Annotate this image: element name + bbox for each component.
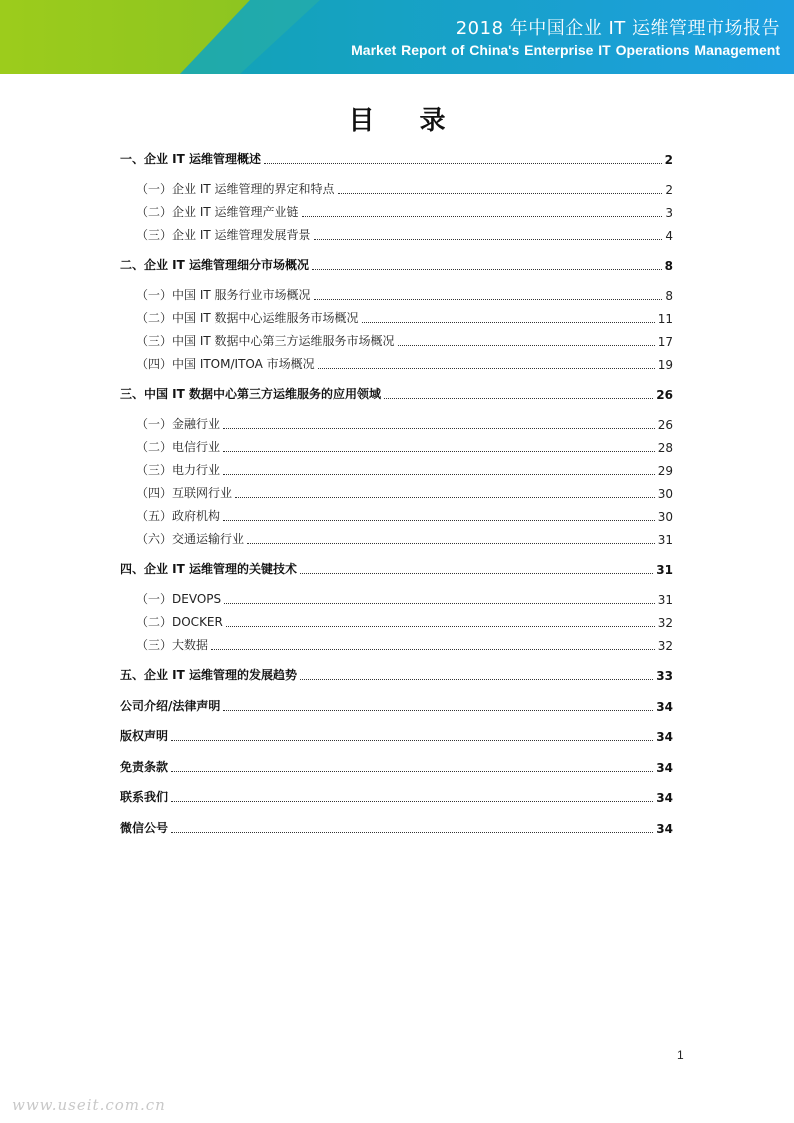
toc-entry-page: 34 bbox=[656, 791, 673, 805]
toc-entry[interactable] bbox=[136, 306, 673, 326]
report-title: 2018 年中国企业 IT 运维管理市场报告 bbox=[455, 18, 780, 39]
toc-entry[interactable] bbox=[136, 587, 673, 607]
toc-entry-label: （一）企业 IT 运维管理的界定和特点 bbox=[136, 182, 335, 196]
toc-entry-page: 26 bbox=[656, 388, 673, 402]
toc-leader-dots bbox=[171, 831, 653, 833]
page-number: 1 bbox=[677, 1048, 684, 1062]
header-band bbox=[0, 0, 794, 74]
toc-entry-page: 17 bbox=[657, 335, 673, 349]
toc-entry-page: 34 bbox=[656, 821, 673, 836]
toc-entry[interactable] bbox=[120, 147, 673, 167]
toc-entry-label: 免责条款 bbox=[120, 759, 169, 774]
toc-leader-dots bbox=[223, 473, 655, 475]
toc-entry-page: 31 bbox=[657, 533, 673, 547]
toc-leader-dots bbox=[171, 800, 653, 802]
toc-entry-page: 4 bbox=[665, 229, 673, 243]
toc-entry[interactable] bbox=[136, 504, 673, 524]
toc-entry-label: （三）企业 IT 运维管理发展背景 bbox=[136, 228, 311, 242]
toc-entry-page: 34 bbox=[656, 699, 673, 714]
toc-leader-dots bbox=[312, 268, 662, 270]
toc-entry-label: （二）中国 IT 数据中心运维服务市场概况 bbox=[136, 311, 359, 325]
toc-entry[interactable] bbox=[136, 223, 673, 243]
toc-entry-label: （二）DOCKER bbox=[136, 615, 223, 629]
toc-leader-dots bbox=[300, 572, 653, 574]
toc-entry[interactable] bbox=[136, 527, 673, 547]
toc-entry-label: （三）大数据 bbox=[136, 638, 209, 652]
toc-entry-page: 30 bbox=[657, 510, 673, 524]
toc-entry-page: 8 bbox=[664, 259, 673, 273]
toc-entry[interactable] bbox=[120, 755, 673, 775]
toc-entry[interactable] bbox=[120, 253, 673, 273]
report-subtitle: Market Report of China's Enterprise IT Operations Management bbox=[351, 42, 780, 58]
toc-entry[interactable] bbox=[136, 177, 673, 197]
toc-entry-label: （一）金融行业 bbox=[136, 417, 221, 431]
toc-entry-label: 公司介绍/法律声明 bbox=[120, 698, 221, 713]
toc-entry[interactable] bbox=[136, 200, 673, 220]
toc-entry-page: 3 bbox=[665, 206, 673, 220]
toc-leader-dots bbox=[223, 519, 655, 521]
toc-entry-label: （六）交通运输行业 bbox=[136, 532, 245, 546]
toc-heading: 目 录 bbox=[348, 106, 464, 136]
toc-entry-label: （三）电力行业 bbox=[136, 463, 221, 477]
toc-entry-label: 三、中国 IT 数据中心第三方运维服务的应用领域 bbox=[120, 387, 382, 401]
toc-leader-dots bbox=[226, 625, 655, 627]
toc-entry-page: 11 bbox=[657, 312, 673, 326]
toc-leader-dots bbox=[362, 321, 655, 323]
toc-leader-dots bbox=[338, 192, 663, 194]
toc-entry-label: 五、企业 IT 运维管理的发展趋势 bbox=[120, 668, 298, 682]
toc-entry-label: 版权声明 bbox=[120, 729, 169, 743]
toc-leader-dots bbox=[223, 450, 655, 452]
toc-entry-label: （一）中国 IT 服务行业市场概况 bbox=[136, 288, 311, 302]
toc-entry[interactable] bbox=[120, 694, 673, 714]
toc-entry[interactable] bbox=[136, 283, 673, 303]
toc-leader-dots bbox=[398, 344, 655, 346]
toc-leader-dots bbox=[224, 602, 655, 604]
toc-leader-dots bbox=[314, 298, 663, 300]
toc-entry[interactable] bbox=[120, 816, 673, 836]
toc-entry-label: 四、企业 IT 运维管理的关键技术 bbox=[120, 562, 298, 576]
toc-leader-dots bbox=[223, 709, 653, 711]
toc-entry[interactable] bbox=[120, 663, 673, 683]
toc-entry-page: 32 bbox=[657, 639, 673, 653]
toc-entry[interactable] bbox=[120, 557, 673, 577]
toc-entry[interactable] bbox=[136, 481, 673, 501]
toc-entry-label: 联系我们 bbox=[120, 790, 169, 804]
toc-leader-dots bbox=[314, 238, 663, 240]
toc-entry[interactable] bbox=[136, 610, 673, 630]
toc-leader-dots bbox=[247, 542, 655, 544]
toc-entry[interactable] bbox=[120, 785, 673, 805]
toc-entry-page: 31 bbox=[657, 593, 673, 607]
toc-entry-label: （一）DEVOPS bbox=[136, 592, 222, 606]
toc-entry-page: 2 bbox=[665, 183, 673, 197]
toc-leader-dots bbox=[235, 496, 655, 498]
toc-leader-dots bbox=[171, 739, 653, 741]
toc-leader-dots bbox=[264, 162, 662, 164]
toc-entry[interactable] bbox=[136, 458, 673, 478]
toc-leader-dots bbox=[300, 678, 653, 680]
toc-entry-page: 8 bbox=[665, 289, 673, 303]
toc-entry-page: 19 bbox=[657, 358, 673, 372]
toc-leader-dots bbox=[318, 367, 655, 369]
toc-entry-label: （四）中国 ITOM/ITOA 市场概况 bbox=[136, 357, 315, 371]
toc-entry[interactable] bbox=[120, 724, 673, 744]
toc-entry-label: 二、企业 IT 运维管理细分市场概况 bbox=[120, 258, 310, 272]
toc-entry-page: 28 bbox=[657, 441, 673, 455]
toc-entry[interactable] bbox=[120, 382, 673, 402]
toc-entry[interactable] bbox=[136, 435, 673, 455]
toc-entry[interactable] bbox=[136, 329, 673, 349]
toc-leader-dots bbox=[223, 427, 655, 429]
toc-entry-page: 29 bbox=[657, 464, 673, 478]
toc-entry-page: 30 bbox=[657, 487, 673, 501]
toc-entry-label: （四）互联网行业 bbox=[136, 486, 233, 500]
toc-entry-label: （五）政府机构 bbox=[136, 509, 221, 523]
toc-entry-page: 32 bbox=[657, 616, 673, 630]
toc-entry-page: 31 bbox=[656, 563, 673, 577]
toc-entry-page: 34 bbox=[656, 730, 673, 744]
toc-leader-dots bbox=[211, 648, 655, 650]
toc-entry-label: 微信公号 bbox=[120, 820, 169, 835]
toc-entry-label: （三）中国 IT 数据中心第三方运维服务市场概况 bbox=[136, 334, 395, 348]
toc-leader-dots bbox=[171, 770, 653, 772]
toc-entry-page: 26 bbox=[657, 418, 673, 432]
toc-entry[interactable] bbox=[136, 352, 673, 372]
toc-leader-dots bbox=[384, 397, 653, 399]
toc-entry[interactable] bbox=[136, 412, 673, 432]
watermark-text: www.useit.com.cn bbox=[12, 1096, 166, 1114]
toc-leader-dots bbox=[302, 215, 663, 217]
toc-entry-label: （二）企业 IT 运维管理产业链 bbox=[136, 205, 299, 219]
toc-entry-page: 34 bbox=[656, 760, 673, 775]
toc-entry-label: 一、企业 IT 运维管理概述 bbox=[120, 152, 262, 166]
toc-entry-page: 2 bbox=[664, 153, 673, 167]
toc-entry-page: 33 bbox=[656, 669, 673, 683]
toc-entry-label: （二）电信行业 bbox=[136, 440, 221, 454]
toc-entry[interactable] bbox=[136, 633, 673, 653]
